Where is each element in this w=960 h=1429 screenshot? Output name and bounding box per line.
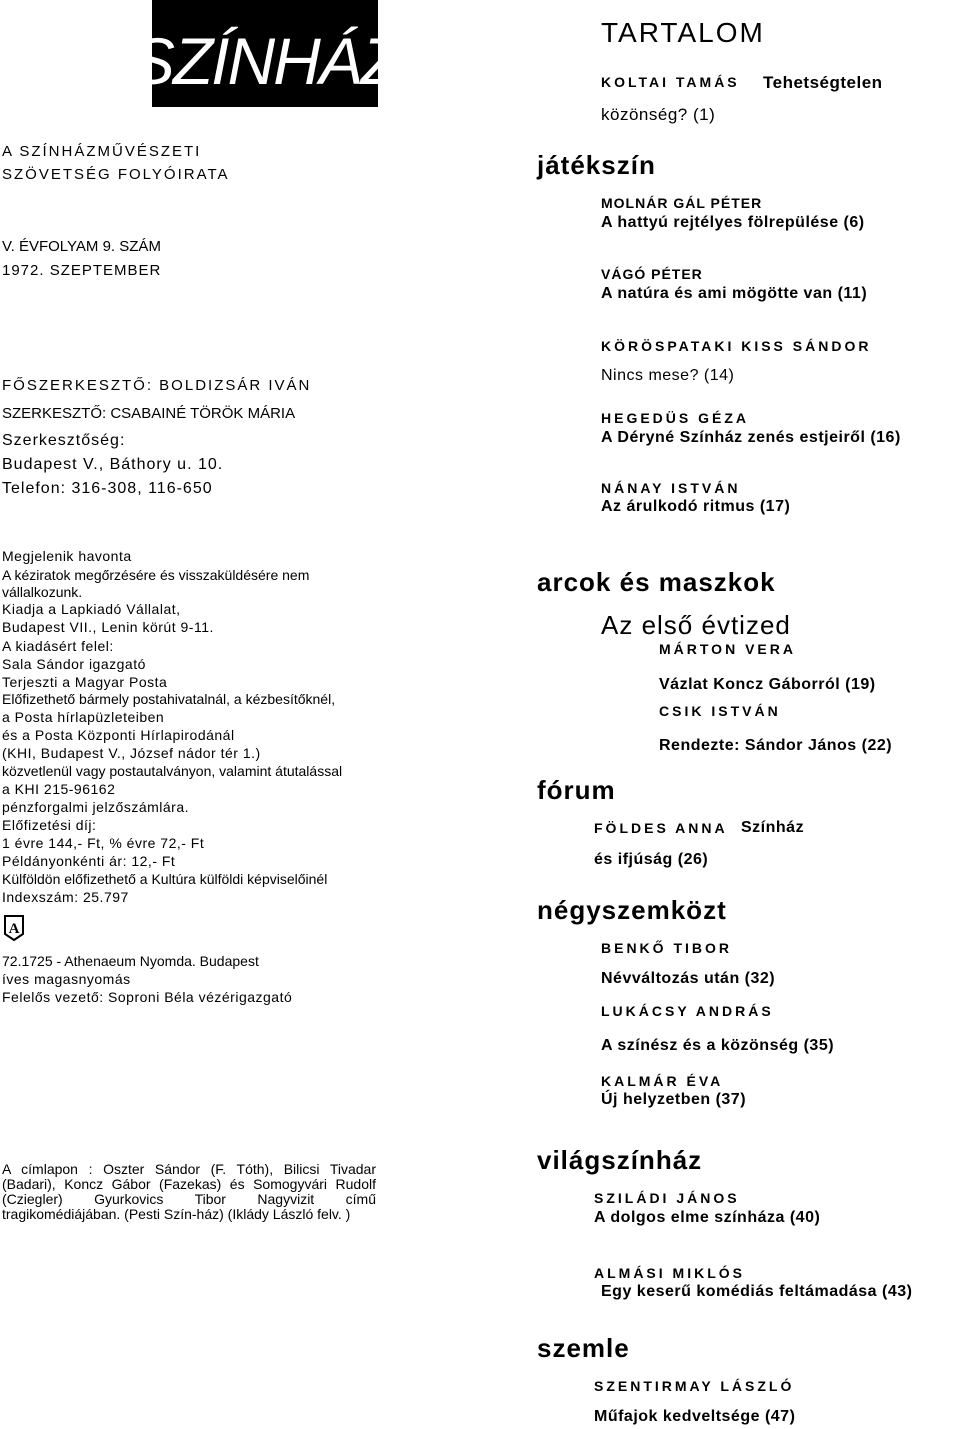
toc-title: Műfajok kedveltsége (47) xyxy=(594,1408,796,1425)
toc-author: KOLTAI TAMÁS xyxy=(601,74,740,90)
imprint-line: a KHI 215-96162 xyxy=(2,781,116,797)
imprint-line: Példányonkénti ár: 12,- Ft xyxy=(2,853,176,869)
chief-editor: FŐSZERKESZTŐ: BOLDIZSÁR IVÁN xyxy=(2,377,312,394)
toc-author: ALMÁSI MIKLÓS xyxy=(594,1265,745,1281)
section-forum: fórum xyxy=(537,775,616,805)
imprint-line: Kiadja a Lapkiadó Vállalat, xyxy=(2,601,181,617)
toc-author: KÖRÖSPATAKI KISS SÁNDOR xyxy=(601,338,872,354)
toc-title: Egy keserű komédiás feltámadása (43) xyxy=(601,1283,913,1300)
toc-title: Rendezte: Sándor János (22) xyxy=(659,737,893,754)
imprint-line: 1 évre 144,- Ft, % évre 72,- Ft xyxy=(2,835,205,851)
imprint-line: A kéziratok megőrzésére és visszaküldésére nem xyxy=(2,567,310,583)
toc-title: Az árulkodó ritmus (17) xyxy=(601,498,791,515)
toc-author: HEGEDÜS GÉZA xyxy=(601,410,750,426)
section-szemle: szemle xyxy=(537,1333,630,1363)
toc-heading: TARTALOM xyxy=(601,17,765,48)
section-negyszemkozt: négyszemközt xyxy=(537,895,727,925)
toc-author: KALMÁR ÉVA xyxy=(601,1073,724,1089)
printer-line: 72.1725 - Athenaeum Nyomda. Budapest xyxy=(2,953,259,969)
printer-line: íves magasnyomás xyxy=(2,971,131,987)
toc-title: A hattyú rejtélyes fölrepülése (6) xyxy=(601,214,865,231)
section-vilagszinhaz: világszínház xyxy=(537,1145,703,1175)
toc-title: Névváltozás után (32) xyxy=(601,970,776,987)
imprint-line: Terjeszti a Magyar Posta xyxy=(2,674,168,690)
imprint-line: A kiadásért felel: xyxy=(2,638,114,654)
imprint-line: Indexszám: 25.797 xyxy=(2,889,129,905)
toc-title: Színház xyxy=(741,819,805,836)
editorial-phone: Telefon: 316-308, 116-650 xyxy=(2,480,213,497)
toc-title: Tehetségtelen xyxy=(763,73,883,92)
issue-date: 1972. SZEPTEMBER xyxy=(2,262,162,279)
org-line-1: A SZÍNHÁZMŰVÉSZETI xyxy=(2,143,202,160)
org-line-2: SZÖVETSÉG FOLYÓIRATA xyxy=(2,166,230,183)
toc-author: MÁRTON VERA xyxy=(659,641,796,657)
toc-author: MOLNÁR GÁL PÉTER xyxy=(601,195,763,211)
imprint-line: (KHI, Budapest V., József nádor tér 1.) xyxy=(2,745,261,761)
toc-title: Új helyzetben (37) xyxy=(601,1091,747,1108)
subsection-title: Az első évtized xyxy=(601,610,791,640)
section-jatekszin: játékszín xyxy=(537,150,656,180)
imprint-line: Külföldön előfizethető a Kultúra külföldi képviselőinél xyxy=(2,871,328,887)
imprint-line: és a Posta Központi Hírlapirodánál xyxy=(2,727,235,743)
toc-title: és ifjúság (26) xyxy=(594,851,709,868)
toc-author: NÁNAY ISTVÁN xyxy=(601,480,741,496)
logo-text: SZÍNHÁZ xyxy=(130,24,400,98)
imprint-line: Előfizethető bármely postahivatalnál, a kézbesítőknél, xyxy=(2,691,336,707)
toc-title: Nincs mese? (14) xyxy=(601,367,735,384)
toc-author: LUKÁCSY ANDRÁS xyxy=(601,1003,774,1019)
imprint-line: Előfizetési díj: xyxy=(2,817,97,833)
imprint-line: vállalkozunk. xyxy=(2,584,83,600)
printer-line: Felelős vezető: Soproni Béla vézérigazgató xyxy=(2,989,293,1005)
toc-author: SZENTIRMAY LÁSZLÓ xyxy=(594,1378,795,1394)
toc-title: közönség? (1) xyxy=(601,105,716,124)
toc-title: A Déryné Színház zenés estjeiről (16) xyxy=(601,429,901,446)
toc-author: BENKŐ TIBOR xyxy=(601,940,732,956)
toc-title: A natúra és ami mögötte van (11) xyxy=(601,285,868,302)
imprint-line: közvetlenül vagy postautalványon, valamint átutalással xyxy=(2,763,343,779)
toc-author: SZILÁDI JÁNOS xyxy=(594,1190,740,1206)
imprint-line: Megjelenik havonta xyxy=(2,548,132,564)
editorial-office-label: Szerkesztőség: xyxy=(2,432,126,449)
toc-title: A színész és a közönség (35) xyxy=(601,1037,835,1054)
editor: SZERKESZTŐ: CSABAINÉ TÖRÖK MÁRIA xyxy=(2,405,296,422)
section-arcok-es-maszkok: arcok és maszkok xyxy=(537,567,776,597)
toc-author: VÁGÓ PÉTER xyxy=(601,266,703,282)
toc-title: A dolgos elme színháza (40) xyxy=(594,1209,821,1226)
cover-photo-caption: A címlapon : Oszter Sándor (F. Tóth), Bilicsi Tivadar (Badari), Koncz Gábor (Fazekas) és Somogyvári Rudolf (Cziegler) Gyurkovics Tibor Nagyvizit című tragikomédiájában. (Pesti Szín-ház) (Iklády László felv. ) xyxy=(2,1161,376,1222)
imprint-line: pénzforgalmi jelzőszámlára. xyxy=(2,799,190,815)
imprint-line: a Posta hírlapüzleteiben xyxy=(2,709,165,725)
toc-author: FÖLDES ANNA xyxy=(594,820,728,836)
imprint-line: Budapest VII., Lenin körút 9-11. xyxy=(2,619,214,635)
printer-logo-icon xyxy=(2,914,26,942)
editorial-address: Budapest V., Báthory u. 10. xyxy=(2,456,224,473)
volume-info: V. ÉVFOLYAM 9. SZÁM xyxy=(2,238,161,255)
svg-text:A: A xyxy=(8,921,20,937)
toc-author: CSIK ISTVÁN xyxy=(659,703,781,719)
imprint-line: Sala Sándor igazgató xyxy=(2,656,146,672)
magazine-logo xyxy=(130,0,400,107)
toc-title: Vázlat Koncz Gáborról (19) xyxy=(659,676,876,693)
